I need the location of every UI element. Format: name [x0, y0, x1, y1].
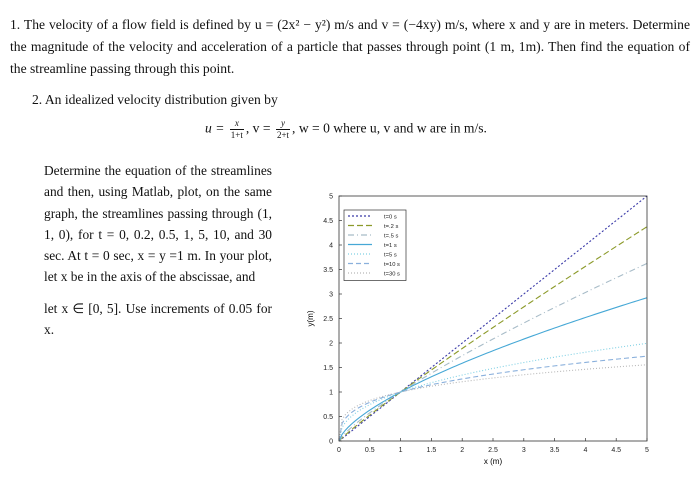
velocity-formula	[205, 118, 487, 141]
formula-tail: , w = 0 where u, v and w are in m/s.	[292, 120, 487, 136]
x-tick-label: 0.5	[364, 447, 375, 454]
x-tick-label: 2.5	[488, 447, 498, 454]
legend-label: t=.2 s	[384, 223, 399, 230]
y-tick-label: 1.5	[323, 365, 333, 372]
x-tick-label: 4	[583, 447, 588, 454]
y-tick-label: 0	[329, 438, 333, 446]
streamline-chart	[296, 186, 696, 476]
y-tick-label: 1	[329, 389, 333, 397]
v-fraction	[276, 118, 290, 141]
u-denominator: 1+t	[230, 130, 243, 140]
u-fraction	[230, 118, 244, 141]
legend-label: t=5 s	[384, 252, 397, 259]
y-tick-label: 5	[329, 193, 333, 201]
v-numerator: y	[276, 118, 290, 130]
y-tick-label: 0.5	[323, 414, 333, 421]
legend-label: t=10 s	[384, 261, 400, 268]
x-tick-label: 2	[460, 447, 465, 454]
y-tick-label: 2.5	[323, 316, 333, 323]
x-tick-label: 4.5	[611, 447, 622, 454]
x-tick-label: 1	[398, 447, 403, 454]
x-axis-label: x (m)	[483, 457, 503, 466]
y-axis-label: y(m)	[306, 310, 315, 327]
v-lhs: , v =	[245, 120, 271, 136]
instructions-paragraph-2: let x ∈ [0, 5]. Use increments of 0.05 for x.	[44, 300, 272, 338]
x-tick-label: 1.5	[426, 447, 437, 454]
instructions-paragraph-1: Determine the equation of the streamlines and then, using Matlab, plot, on the same graph, the streamlines passing through (1, 1, 0), for t = 0, 0.2, 0.5, 1, 5, 10, and 30 sec. At t = 0 sec, x = y =1 m. In your plot, let x be in the axis of the abscissae, and	[44, 163, 272, 285]
y-tick-label: 3.5	[323, 267, 333, 274]
legend-label: t=.5 s	[384, 233, 399, 240]
legend-label: t=30 s	[384, 271, 400, 278]
problem-2-instructions	[44, 160, 272, 340]
y-tick-label: 4	[329, 242, 333, 250]
series-line	[339, 298, 647, 441]
series-line	[339, 263, 647, 441]
u-lhs: u =	[205, 120, 225, 136]
y-tick-label: 2	[329, 340, 333, 348]
chart-legend	[344, 210, 406, 281]
legend-label: t=1 s	[384, 242, 397, 249]
y-tick-label: 4.5	[323, 218, 333, 225]
problem-1-text: 1. The velocity of a flow field is defined by u = (2x² − y²) m/s and v = (−4xy) m/s, where x and y are in meters. Determine the magnitude of the velocity and acceleration of a particle that passes through point (1 m, 1m). Then find the equation of the streamline passing through this point.	[10, 17, 690, 76]
legend-label: t=0 s	[384, 214, 397, 221]
x-tick-label: 3.5	[549, 447, 560, 454]
series-line	[339, 356, 647, 441]
y-tick-label: 3	[329, 291, 333, 299]
x-tick-label: 3	[521, 447, 526, 454]
series-line	[339, 343, 647, 441]
u-numerator: x	[230, 118, 244, 130]
x-tick-label: 0	[337, 447, 341, 454]
v-denominator: 2+t	[276, 130, 290, 140]
problem-2-heading: 2. An idealized velocity distribution given by	[32, 92, 278, 107]
x-tick-label: 5	[645, 447, 649, 454]
